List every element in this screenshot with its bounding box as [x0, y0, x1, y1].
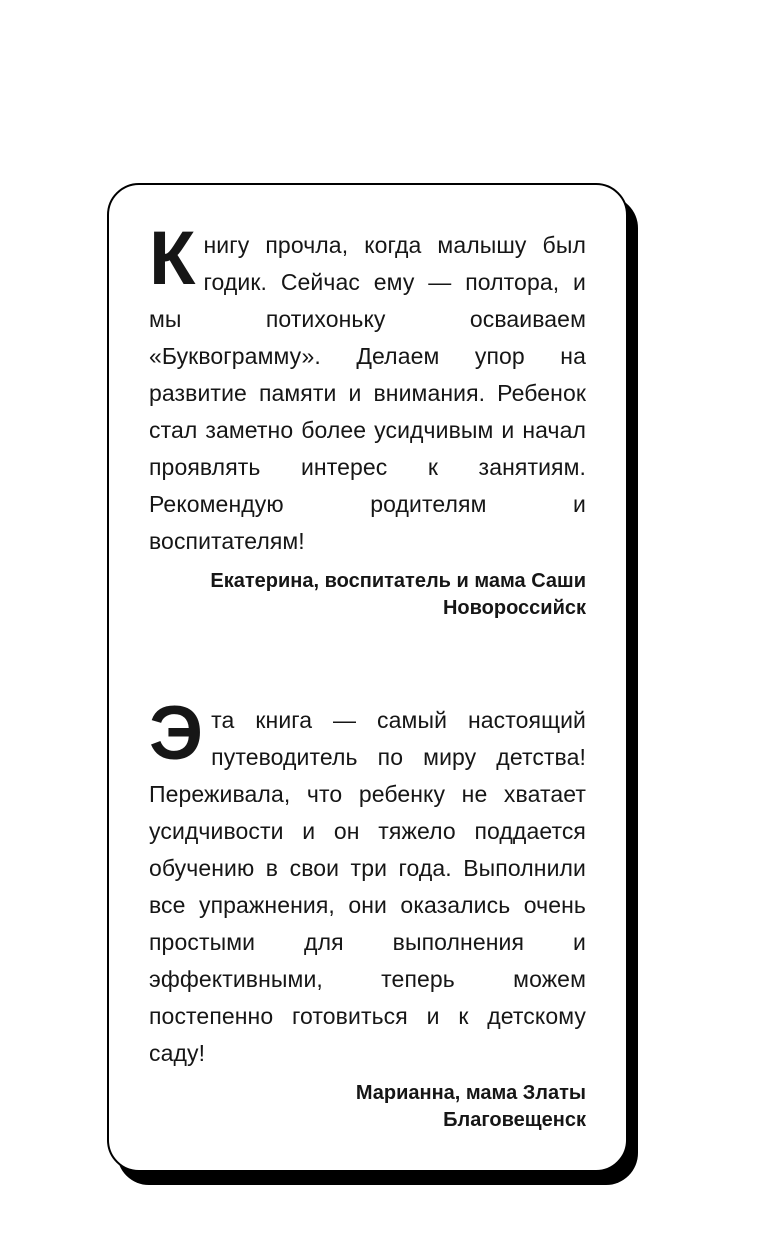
review-body-text: нигу прочла, когда малышу был годик. Сейчас ему — полтора, и мы потихоньку осваиваем «Буквограмму». Делаем упор на развитие памяти и внимания. Ребенок стал заметно более усидчивым и начал проявлять интерес к занятиям. Рекомендую родителям и воспитателям!	[149, 232, 586, 554]
review-city: Новороссийск	[442, 597, 586, 619]
dropcap-letter: Э	[149, 691, 204, 776]
review-text	[149, 691, 586, 1072]
review-block-2	[149, 691, 586, 1134]
reviews-card	[107, 183, 628, 1172]
review-city: Благовещенск	[443, 1109, 586, 1131]
review-author: Марианна, мама Златы	[355, 1082, 586, 1104]
review-attribution	[149, 1080, 586, 1134]
review-body-text: та книга — самый настоящий путеводитель по миру детства! Переживала, что ребенку не хватает усидчивости и он тяжело поддается обучению в свои три года. Выполнили все упражнения, они оказались очень простыми для выполнения и эффективными, теперь можем постепенно готовиться и к детскому саду!	[149, 707, 586, 1066]
review-block-1	[149, 216, 586, 622]
review-author: Екатерина, воспитатель и мама Саши	[210, 570, 586, 592]
review-text	[149, 216, 586, 560]
dropcap-letter: К	[149, 216, 196, 301]
review-attribution	[149, 568, 586, 622]
